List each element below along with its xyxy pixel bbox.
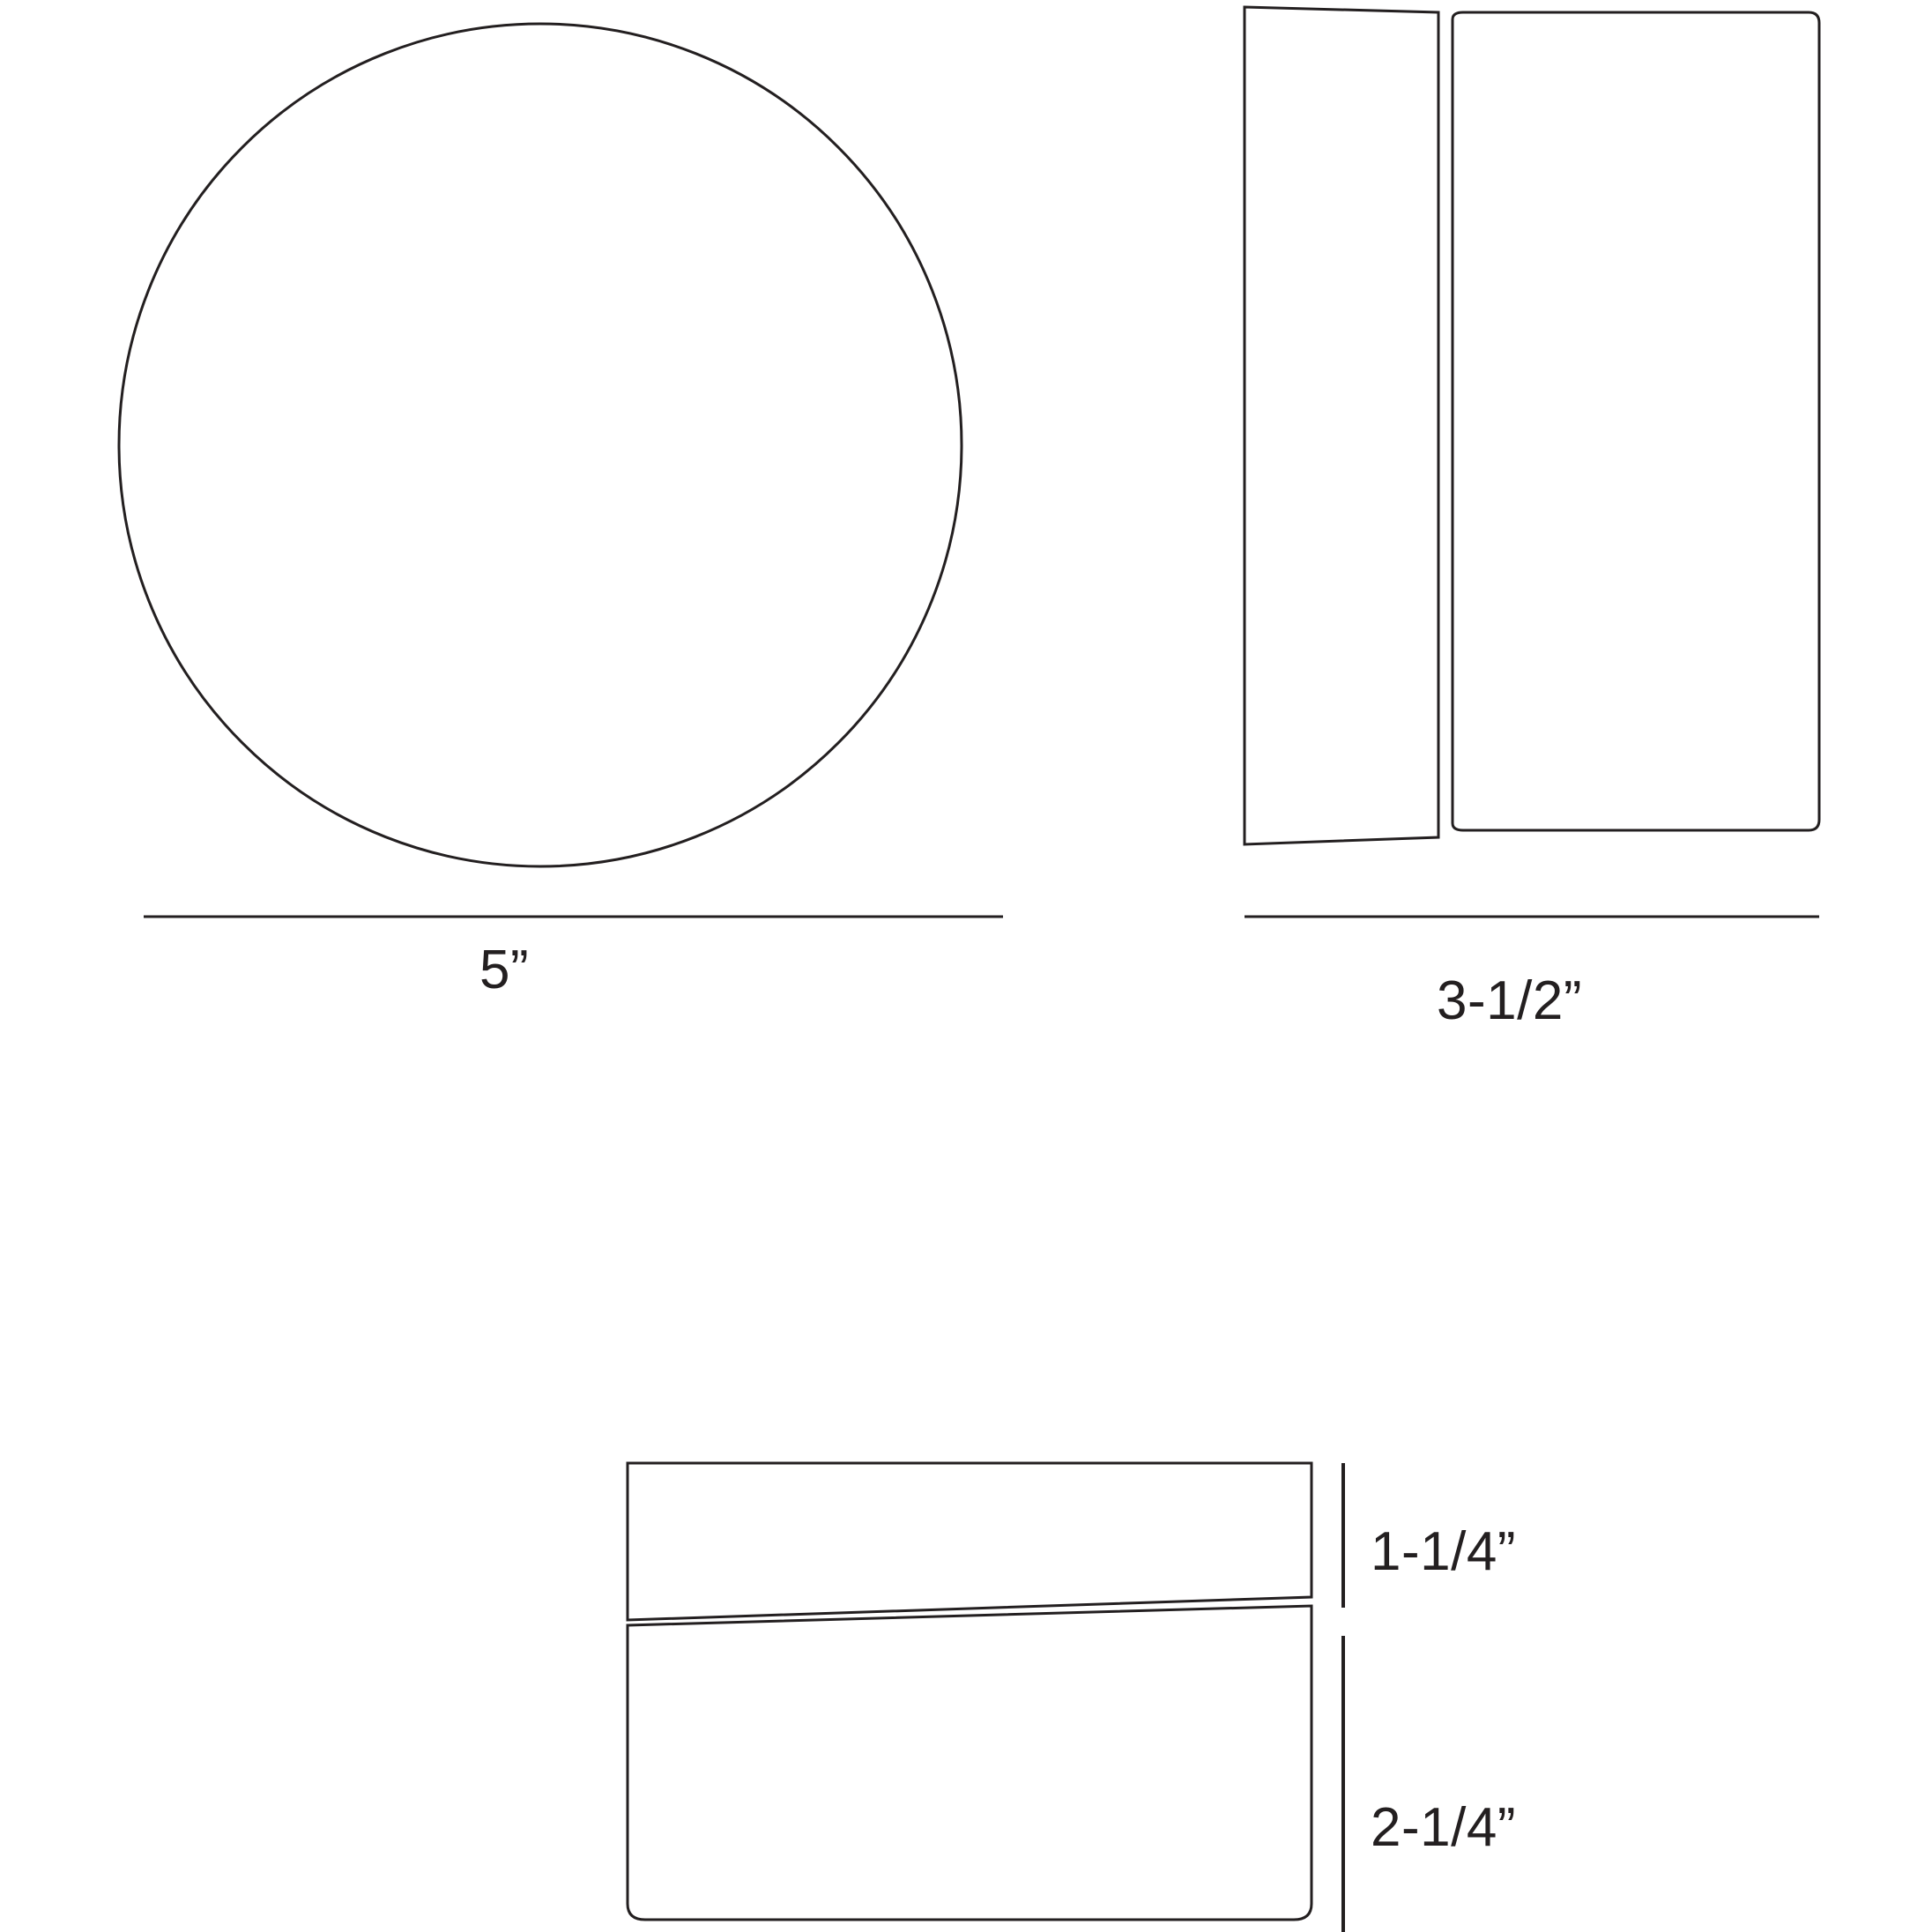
width-dimension-label: 3-1/2”	[1437, 970, 1582, 1031]
upper-height-dimension-label: 1-1/4”	[1371, 1521, 1516, 1582]
side-view-lower-body	[628, 1606, 1312, 1920]
top-view-circle-outline	[119, 24, 962, 866]
side-view-upper-band	[628, 1463, 1312, 1620]
front-view-right-panel	[1453, 12, 1819, 830]
front-view-left-panel	[1245, 7, 1438, 844]
diameter-dimension-label: 5”	[479, 940, 530, 1000]
lower-height-dimension-label: 2-1/4”	[1371, 1797, 1516, 1858]
